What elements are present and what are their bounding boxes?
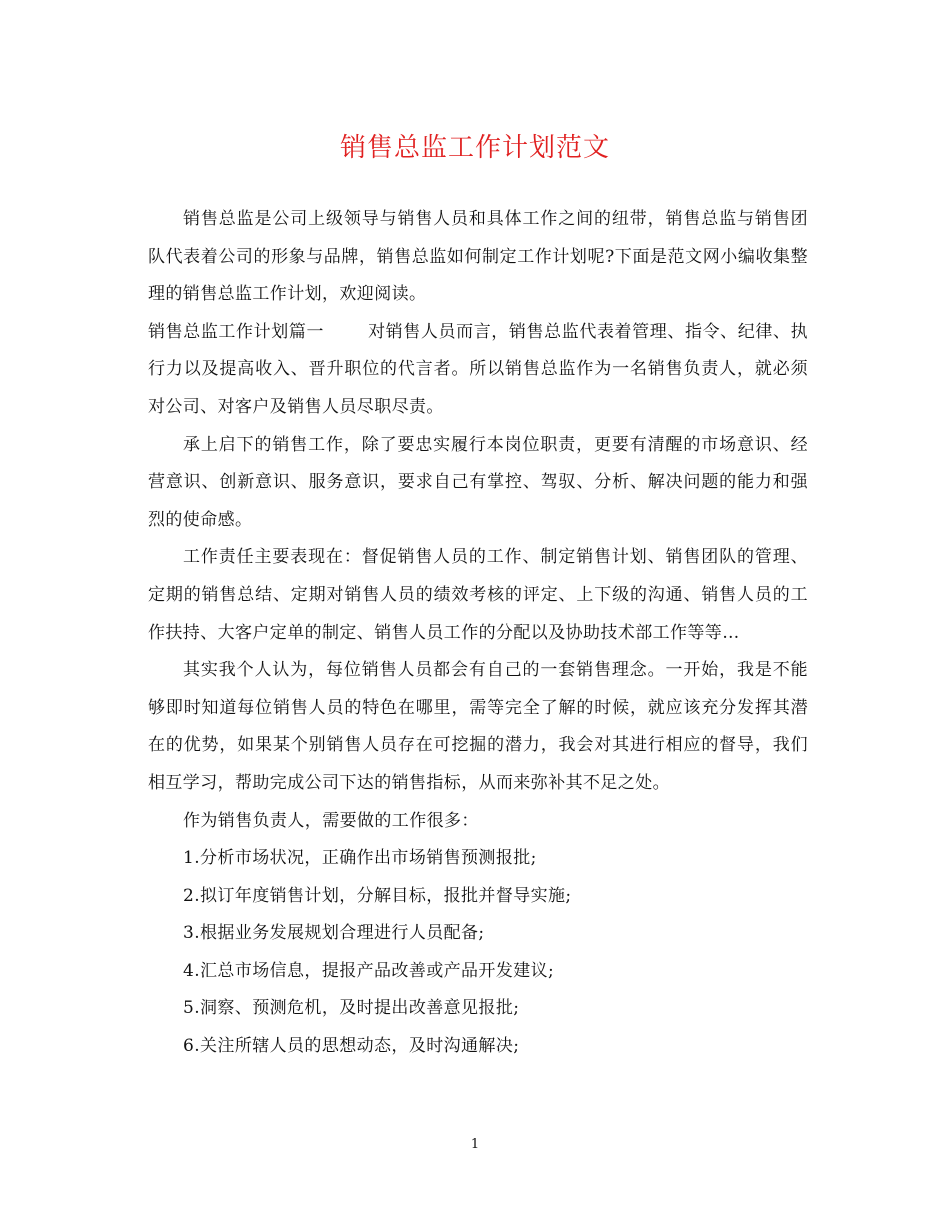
paragraph-4: 其实我个人认为，每位销售人员都会有自己的一套销售理念。一开始，我是不能够即时知道每位销售人员的特色在哪里，需等完全了解的时候，就应该充分发挥其潜在的优势，如果某个别销售人员存在可挖掘的潜力，我会对其进行相应的督导，我们相互学习，帮助完成公司下达的销售指标，从而来弥补其不足之处。 — [148, 660, 808, 793]
section-text: 对销售人员而言，销售总监代表着管理、指令、纪律、执行力以及提高收入、晋升职位的代言者。所以销售总监作为一名销售负责人，就必须对公司、对客户及销售人员尽职尽责。 — [148, 321, 809, 417]
document-title: 销售总监工作计划范文 — [339, 133, 610, 163]
intro-paragraph: 销售总监是公司上级领导与销售人员和具体工作之间的纽带，销售总监与销售团队代表着公司的形象与品牌，销售总监如何制定工作计划呢?下面是范文网小编收集整理的销售总监工作计划，欢迎阅读。 — [148, 209, 808, 305]
list-item: 5.洞察、预测危机，及时提出改善意见报批; — [183, 998, 520, 1019]
paragraph-5: 作为销售负责人，需要做的工作很多： — [183, 810, 479, 831]
list-item: 3.根据业务发展规划合理进行人员配备; — [183, 923, 485, 944]
paragraph-2: 承上启下的销售工作，除了要忠实履行本岗位职责，更要有清醒的市场意识、经营意识、创新意识、服务意识，要求自己有掌控、驾驭、分析、解决问题的能力和强烈的使命感。 — [148, 434, 808, 530]
list-item: 4.汇总市场信息，提报产品改善或产品开发建议; — [183, 960, 555, 981]
paragraph-3: 工作责任主要表现在：督促销售人员的工作、制定销售计划、销售团队的管理、定期的销售总结、定期对销售人员的绩效考核的评定、上下级的沟通、销售人员的工作扶持、大客户定单的制定、销售人员工作的分配以及协助技术部工作等等… — [148, 547, 808, 643]
list-item: 1.分析市场状况，正确作出市场销售预测报批; — [183, 848, 537, 869]
section-heading: 销售总监工作计划篇一 — [148, 321, 325, 342]
list-item: 6.关注所辖人员的思想动态，及时沟通解决; — [183, 1036, 520, 1057]
section-paragraph-1 — [148, 314, 808, 427]
page-number: 1 — [470, 1137, 480, 1152]
list-item: 2.拟订年度销售计划，分解目标，报批并督导实施; — [183, 885, 572, 906]
document-body — [148, 201, 808, 1066]
